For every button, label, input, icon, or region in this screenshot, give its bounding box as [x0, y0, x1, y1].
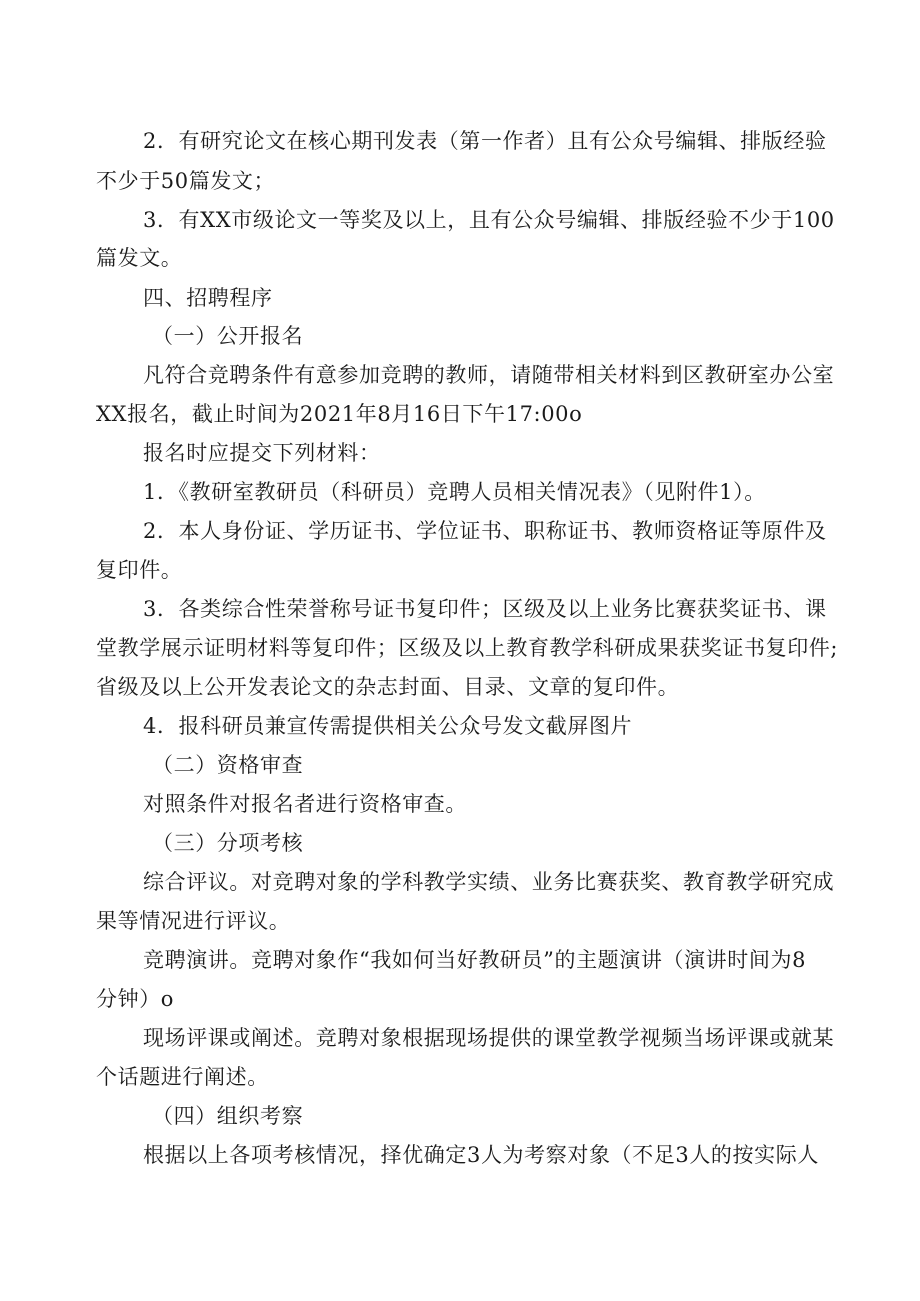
paragraph-line: 对照条件对报名者进行资格审查。 — [143, 792, 467, 816]
list-item: 2．本人身份证、学历证书、学位证书、职称证书、教师资格证等原件及 — [143, 519, 827, 543]
paragraph-line: 复印件。 — [96, 558, 183, 582]
paragraph-line: 分钟）o — [96, 987, 175, 1011]
subsection-heading: （二）资格审查 — [152, 753, 304, 777]
section-heading: 四、招聘程序 — [143, 286, 273, 310]
paragraph-line: XX报名，截止时间为2021年8月16日下午17:00o — [96, 402, 583, 426]
list-item: 1．《教研室教研员（科研员）竞聘人员相关情况表》（见附件1）。 — [143, 480, 766, 504]
list-item: 4．报科研员兼宣传需提供相关公众号发文截屏图片 — [143, 714, 633, 738]
paragraph-line: 综合评议。对竞聘对象的学科教学实绩、业务比赛获奖、教育教学研究成 — [143, 870, 835, 894]
paragraph-line: 3．有XX市级论文一等奖及以上，且有公众号编辑、排版经验不少于100 — [143, 208, 835, 232]
paragraph-line: 篇发文。 — [96, 246, 183, 270]
paragraph-line: 根据以上各项考核情况，择优确定3人为考察对象（不足3人的按实际人 — [143, 1143, 819, 1167]
paragraph-line: 省级及以上公开发表论文的杂志封面、目录、文章的复印件。 — [96, 675, 680, 699]
paragraph-line: 竞聘演讲。竞聘对象作“我如何当好教研员”的主题演讲（演讲时间为8 — [143, 948, 807, 972]
paragraph-line: 堂教学展示证明材料等复印件；区级及以上教育教学科研成果获奖证书复印件; — [96, 636, 839, 660]
subsection-heading: （三）分项考核 — [152, 831, 304, 855]
paragraph-line: 个话题进行阐述。 — [96, 1065, 269, 1089]
paragraph-line: 不少于50篇发文； — [96, 169, 276, 193]
paragraph-line: 现场评课或阐述。竞聘对象根据现场提供的课堂教学视频当场评课或就某 — [143, 1026, 835, 1050]
subsection-heading: （一）公开报名 — [152, 324, 304, 348]
paragraph-line: 果等情况进行评议。 — [96, 909, 291, 933]
paragraph-line: 报名时应提交下列材料： — [143, 441, 381, 465]
paragraph-line: 凡符合竞聘条件有意参加竞聘的教师，请随带相关材料到区教研室办公室 — [143, 363, 835, 387]
list-item: 3．各类综合性荣誉称号证书复印件；区级及以上业务比赛获奖证书、课 — [143, 597, 827, 621]
paragraph-line: 2．有研究论文在核心期刊发表（第一作者）且有公众号编辑、排版经验 — [143, 129, 827, 153]
subsection-heading: （四）组织考察 — [152, 1104, 304, 1128]
